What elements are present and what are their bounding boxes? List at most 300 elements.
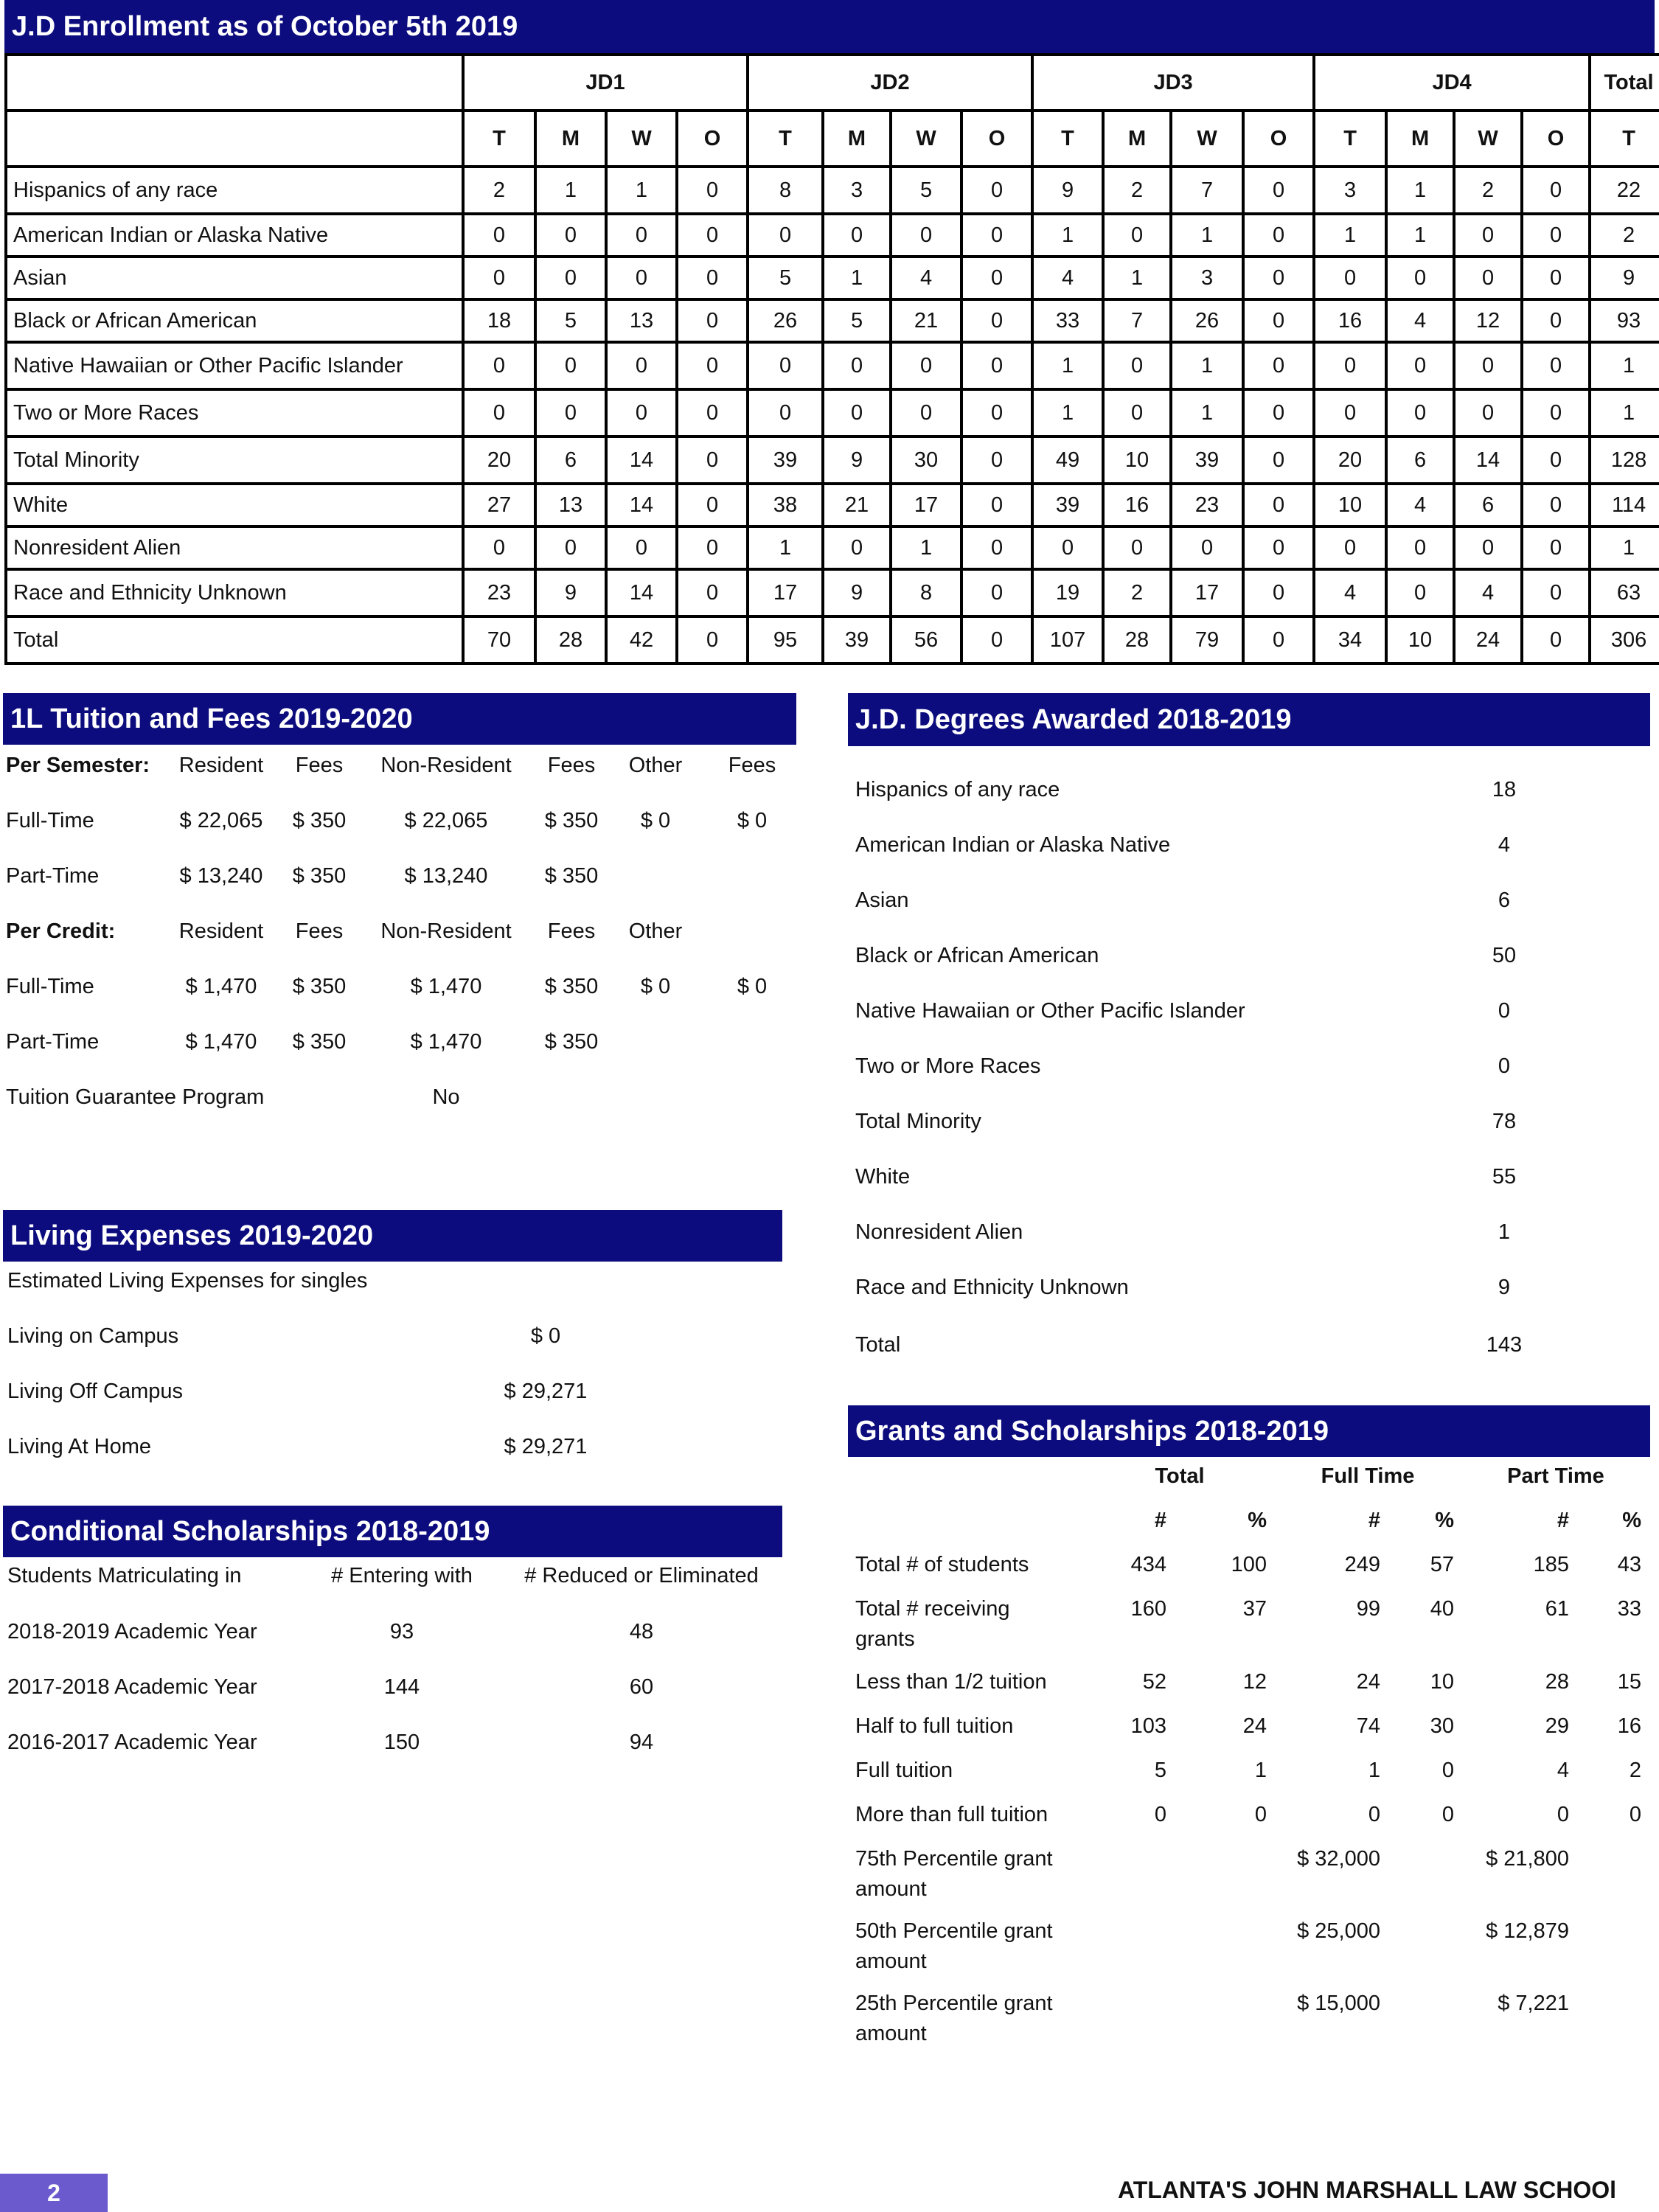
table-cell: 0 [823, 389, 891, 437]
table-cell: 0 [677, 299, 748, 342]
table-cell: 20 [1314, 437, 1386, 484]
grants-value: $ 32,000 [1297, 1847, 1380, 1871]
table-cell: 0 [1243, 342, 1314, 389]
table-row [6, 299, 1659, 342]
table-cell: 1 [748, 526, 823, 569]
table-cell: 0 [748, 389, 823, 437]
tuition-cell: $ 13,240 [179, 864, 263, 888]
table-cell: 0 [891, 389, 961, 437]
table-cell: 9 [1032, 167, 1103, 214]
grants-value: $ 15,000 [1297, 1992, 1380, 2015]
row-label: White [6, 484, 463, 526]
table-cell: 8 [891, 569, 961, 616]
conditional-head: Students Matriculating in [7, 1564, 242, 1587]
table-cell: 4 [1314, 569, 1386, 616]
degrees-value: 78 [1492, 1110, 1517, 1133]
tuition-cell: $ 13,240 [404, 864, 488, 888]
grants-value: 5 [1154, 1759, 1166, 1782]
enrollment-group-header: JD1 [463, 55, 748, 111]
table-cell: 7 [1171, 167, 1243, 214]
degrees-value: 18 [1492, 778, 1517, 801]
tuition-title: 1L Tuition and Fees 2019-2020 [3, 693, 796, 745]
grants-value: $ 25,000 [1297, 1919, 1380, 1943]
table-cell: 0 [1243, 167, 1314, 214]
table-cell: 28 [1103, 616, 1171, 664]
table-row [6, 389, 1659, 437]
tuition-cell: $ 350 [544, 864, 599, 888]
table-cell: 0 [1454, 342, 1522, 389]
grants-group-header: Total [1155, 1464, 1205, 1488]
tuition-cell: $ 1,470 [185, 1030, 257, 1054]
table-cell: 1 [1032, 342, 1103, 389]
grants-label: 25th Percentile grant [855, 1992, 1053, 2015]
degrees-label: American Indian or Alaska Native [855, 833, 1171, 857]
table-cell: 0 [748, 214, 823, 257]
table-cell: 4 [891, 257, 961, 299]
table-cell: 95 [748, 616, 823, 664]
table-cell: 0 [1032, 526, 1103, 569]
table-cell: 4 [1032, 257, 1103, 299]
table-cell: 0 [823, 214, 891, 257]
conditional-value: 60 [629, 1675, 654, 1699]
living-label: Living At Home [7, 1435, 152, 1458]
table-row [6, 257, 1659, 299]
table-cell: 24 [1454, 616, 1522, 664]
degrees-value: 143 [1486, 1333, 1523, 1357]
table-cell: 0 [463, 389, 535, 437]
table-cell: 30 [891, 437, 961, 484]
table-cell: 16 [1314, 299, 1386, 342]
table-cell: 26 [1171, 299, 1243, 342]
tuition-guarantee-value: No [432, 1085, 460, 1109]
tuition-cell: $ 1,470 [410, 975, 482, 998]
tuition-cell: Fees [295, 919, 344, 943]
table-cell: 21 [891, 299, 961, 342]
row-label: Total Minority [6, 437, 463, 484]
grants-title: Grants and Scholarships 2018-2019 [848, 1405, 1650, 1457]
table-cell: 22 [1590, 167, 1659, 214]
table-cell: 0 [1103, 389, 1171, 437]
grants-label-cont: amount [855, 1950, 927, 1973]
tuition-cell: $ 0 [737, 809, 768, 832]
table-cell: 0 [677, 214, 748, 257]
table-cell: 1 [1386, 167, 1454, 214]
living-value: $ 0 [530, 1324, 561, 1348]
table-cell: 0 [677, 569, 748, 616]
grants-value: $ 7,221 [1498, 1992, 1569, 2015]
conditional-label: 2017-2018 Academic Year [7, 1675, 257, 1699]
degrees-label: Black or African American [855, 944, 1099, 967]
table-cell: 0 [1386, 257, 1454, 299]
enrollment-subheader-row [6, 111, 1659, 167]
table-cell: 10 [1386, 616, 1454, 664]
table-cell: 0 [891, 214, 961, 257]
table-cell: 2 [1454, 167, 1522, 214]
grants-value: 100 [1231, 1553, 1267, 1576]
table-cell: 1 [1032, 214, 1103, 257]
table-cell: 33 [1032, 299, 1103, 342]
degrees-value: 50 [1492, 944, 1517, 967]
grants-value: 24 [1242, 1714, 1267, 1738]
grants-label: 50th Percentile grant [855, 1919, 1053, 1943]
grants-value: 0 [1629, 1803, 1641, 1826]
table-cell: 128 [1590, 437, 1659, 484]
table-cell: 1 [1590, 342, 1659, 389]
enrollment-subheader: T [1032, 111, 1103, 167]
table-cell: 23 [463, 569, 535, 616]
table-cell: 9 [823, 569, 891, 616]
row-label: Native Hawaiian or Other Pacific Islander [6, 342, 463, 389]
table-cell: 0 [1386, 569, 1454, 616]
conditional-label: 2018-2019 Academic Year [7, 1620, 257, 1644]
table-cell: 0 [606, 526, 677, 569]
table-cell: 0 [677, 616, 748, 664]
grants-label-cont: amount [855, 1877, 927, 1901]
grants-value: 24 [1356, 1670, 1380, 1694]
table-cell: 0 [535, 214, 606, 257]
grants-value: 0 [1254, 1803, 1267, 1826]
grants-subheader: # [1557, 1509, 1569, 1532]
table-cell: 14 [1454, 437, 1522, 484]
degrees-value: 1 [1498, 1220, 1511, 1244]
table-cell: 0 [961, 389, 1032, 437]
table-cell: 2 [1590, 214, 1659, 257]
conditional-head: # Reduced or Eliminated [524, 1564, 759, 1587]
table-cell: 4 [1386, 484, 1454, 526]
table-cell: 0 [1103, 526, 1171, 569]
table-cell: 9 [823, 437, 891, 484]
table-cell: 1 [606, 167, 677, 214]
table-cell: 0 [1243, 437, 1314, 484]
enrollment-group-header: JD4 [1314, 55, 1590, 111]
table-cell: 3 [1314, 167, 1386, 214]
tuition-cell: Full-Time [6, 975, 94, 998]
tuition-cell: Other [628, 919, 683, 943]
grants-subheader: % [1435, 1509, 1454, 1532]
table-cell: 5 [535, 299, 606, 342]
table-cell: 0 [748, 342, 823, 389]
enrollment-group-header: Total [1590, 55, 1659, 111]
table-cell: 38 [748, 484, 823, 526]
table-cell: 0 [961, 299, 1032, 342]
table-row [6, 484, 1659, 526]
table-cell: 1 [1590, 389, 1659, 437]
tuition-cell: $ 0 [640, 809, 671, 832]
living-value: $ 29,271 [504, 1435, 588, 1458]
tuition-cell: $ 350 [544, 975, 599, 998]
degrees-label: Asian [855, 888, 909, 912]
table-cell: 0 [1243, 569, 1314, 616]
table-cell: 2 [1103, 167, 1171, 214]
table-cell: 0 [535, 342, 606, 389]
table-cell: 26 [748, 299, 823, 342]
tuition-cell: Non-Resident [380, 754, 512, 777]
table-cell: 0 [606, 389, 677, 437]
grants-value: 0 [1557, 1803, 1569, 1826]
degrees-label: Race and Ethnicity Unknown [855, 1276, 1129, 1299]
table-cell: 34 [1314, 616, 1386, 664]
row-label: Black or African American [6, 299, 463, 342]
table-cell: 0 [535, 257, 606, 299]
table-cell: 0 [961, 167, 1032, 214]
table-cell: 10 [1103, 437, 1171, 484]
living-value: $ 29,271 [504, 1380, 588, 1403]
enrollment-subheader: O [1522, 111, 1590, 167]
table-cell: 0 [1103, 342, 1171, 389]
table-cell: 0 [961, 526, 1032, 569]
conditional-value: 150 [383, 1731, 420, 1754]
grants-value: 57 [1430, 1553, 1454, 1576]
tuition-cell: Fees [547, 919, 596, 943]
grants-value: 103 [1130, 1714, 1166, 1738]
table-cell: 0 [1243, 389, 1314, 437]
enrollment-subheader: M [1103, 111, 1171, 167]
table-cell: 0 [1522, 342, 1590, 389]
conditional-head: # Entering with [331, 1564, 473, 1587]
grants-value: 99 [1356, 1597, 1380, 1621]
degrees-title: J.D. Degrees Awarded 2018-2019 [848, 693, 1650, 746]
row-label: American Indian or Alaska Native [6, 214, 463, 257]
table-cell: 6 [535, 437, 606, 484]
grants-subheader: % [1248, 1509, 1267, 1532]
row-label: Asian [6, 257, 463, 299]
table-cell: 4 [1386, 299, 1454, 342]
grants-value: 1 [1368, 1759, 1380, 1782]
table-cell: 14 [606, 484, 677, 526]
table-cell: 39 [748, 437, 823, 484]
tuition-cell: $ 22,065 [404, 809, 488, 832]
school-name: ATLANTA'S JOHN MARSHALL LAW SCHOOl [1117, 2177, 1616, 2203]
table-cell: 21 [823, 484, 891, 526]
row-label: Total [6, 616, 463, 664]
table-cell: 39 [1032, 484, 1103, 526]
tuition-cell: $ 22,065 [179, 809, 263, 832]
table-row [6, 569, 1659, 616]
degrees-value: 9 [1498, 1276, 1511, 1299]
degrees-value: 55 [1492, 1165, 1517, 1189]
table-cell: 0 [1243, 484, 1314, 526]
grants-value: 2 [1629, 1759, 1641, 1782]
table-cell: 9 [1590, 257, 1659, 299]
enrollment-subheader: O [677, 111, 748, 167]
grants-value: 43 [1617, 1553, 1641, 1576]
enrollment-subheader: M [535, 111, 606, 167]
grants-value: 12 [1242, 1670, 1267, 1694]
table-cell: 0 [535, 389, 606, 437]
table-cell: 0 [823, 342, 891, 389]
table-cell: 1 [1386, 214, 1454, 257]
table-cell: 17 [1171, 569, 1243, 616]
table-cell: 114 [1590, 484, 1659, 526]
table-cell: 17 [891, 484, 961, 526]
table-row [6, 214, 1659, 257]
enrollment-subheader: W [1171, 111, 1243, 167]
table-cell: 0 [1314, 389, 1386, 437]
table-cell: 0 [463, 257, 535, 299]
tuition-cell: $ 350 [292, 864, 347, 888]
table-cell: 0 [677, 257, 748, 299]
table-row [6, 437, 1659, 484]
grants-label: More than full tuition [855, 1803, 1048, 1826]
conditional-value: 94 [629, 1731, 654, 1754]
conditional-value: 144 [383, 1675, 420, 1699]
tuition-cell: Resident [178, 754, 264, 777]
enrollment-group-header: JD3 [1032, 55, 1314, 111]
degrees-label: Total Minority [855, 1110, 981, 1133]
table-cell: 39 [823, 616, 891, 664]
grants-value: 40 [1430, 1597, 1454, 1621]
table-cell: 0 [1454, 389, 1522, 437]
table-cell: 0 [961, 437, 1032, 484]
enrollment-subheader: T [1314, 111, 1386, 167]
degrees-label: Nonresident Alien [855, 1220, 1023, 1244]
tuition-cell: Per Credit: [6, 919, 116, 943]
table-cell: 0 [1522, 167, 1590, 214]
table-cell: 0 [1386, 389, 1454, 437]
enrollment-group-header: JD2 [748, 55, 1032, 111]
tuition-cell: Fees [728, 754, 776, 777]
tuition-guarantee-label: Tuition Guarantee Program [6, 1085, 265, 1109]
tuition-cell: $ 350 [292, 1030, 347, 1054]
grants-value: 15 [1617, 1670, 1641, 1694]
degrees-value: 0 [1498, 1054, 1511, 1078]
row-label: Hispanics of any race [6, 167, 463, 214]
tuition-cell: Per Semester: [6, 754, 150, 777]
tuition-cell: $ 1,470 [185, 975, 257, 998]
table-cell: 0 [677, 484, 748, 526]
table-cell: 0 [1522, 214, 1590, 257]
degrees-value: 6 [1498, 888, 1511, 912]
grants-label-cont: amount [855, 2022, 927, 2045]
enrollment-subheader: O [1243, 111, 1314, 167]
grants-label: Full tuition [855, 1759, 953, 1782]
table-cell: 3 [823, 167, 891, 214]
table-cell: 4 [1454, 569, 1522, 616]
table-cell: 107 [1032, 616, 1103, 664]
table-cell: 0 [1454, 214, 1522, 257]
grants-value: 28 [1545, 1670, 1569, 1694]
table-cell: 39 [1171, 437, 1243, 484]
table-cell: 1 [1314, 214, 1386, 257]
grants-value: 0 [1441, 1803, 1454, 1826]
tuition-cell: Part-Time [6, 864, 100, 888]
table-cell: 0 [677, 389, 748, 437]
table-cell: 1 [1590, 526, 1659, 569]
enrollment-group-header-row [6, 55, 1659, 111]
table-cell: 6 [1386, 437, 1454, 484]
table-cell: 0 [1314, 257, 1386, 299]
degrees-label: Total [855, 1333, 901, 1357]
degrees-label: Two or More Races [855, 1054, 1041, 1078]
enrollment-subheader-blank [6, 111, 463, 167]
degrees-label: Native Hawaiian or Other Pacific Islander [855, 999, 1245, 1023]
table-cell: 63 [1590, 569, 1659, 616]
table-cell: 0 [1522, 299, 1590, 342]
table-cell: 5 [891, 167, 961, 214]
table-cell: 7 [1103, 299, 1171, 342]
living-label: Living on Campus [7, 1324, 179, 1348]
table-cell: 0 [535, 526, 606, 569]
page-number: 2 [0, 2174, 108, 2212]
table-cell: 10 [1314, 484, 1386, 526]
table-cell: 0 [1522, 389, 1590, 437]
grants-value: 61 [1545, 1597, 1569, 1621]
grants-label-cont: grants [855, 1627, 915, 1651]
conditional-label: 2016-2017 Academic Year [7, 1731, 257, 1754]
table-cell: 1 [1103, 257, 1171, 299]
degrees-value: 0 [1498, 999, 1511, 1023]
enrollment-table [4, 53, 1659, 665]
table-cell: 23 [1171, 484, 1243, 526]
table-cell: 0 [1454, 257, 1522, 299]
table-cell: 0 [1522, 484, 1590, 526]
grants-value: 10 [1430, 1670, 1454, 1694]
table-row [6, 167, 1659, 214]
grants-group-header: Part Time [1507, 1464, 1604, 1488]
table-cell: 18 [463, 299, 535, 342]
grants-value: $ 21,800 [1486, 1847, 1569, 1871]
table-cell: 0 [823, 526, 891, 569]
tuition-cell: $ 1,470 [410, 1030, 482, 1054]
grants-value: 0 [1368, 1803, 1380, 1826]
table-cell: 0 [1103, 214, 1171, 257]
table-cell: 19 [1032, 569, 1103, 616]
row-label: Race and Ethnicity Unknown [6, 569, 463, 616]
conditional-value: 48 [629, 1620, 654, 1644]
table-cell: 6 [1454, 484, 1522, 526]
table-cell: 0 [1314, 526, 1386, 569]
table-cell: 93 [1590, 299, 1659, 342]
table-cell: 14 [606, 569, 677, 616]
grants-value: $ 12,879 [1486, 1919, 1569, 1943]
degrees-value: 4 [1498, 833, 1511, 857]
grants-subheader: # [1368, 1509, 1380, 1532]
table-cell: 0 [1454, 526, 1522, 569]
table-cell: 17 [748, 569, 823, 616]
table-cell: 1 [535, 167, 606, 214]
table-cell: 1 [823, 257, 891, 299]
enrollment-subheader: T [463, 111, 535, 167]
table-cell: 49 [1032, 437, 1103, 484]
enrollment-subheader: M [823, 111, 891, 167]
table-cell: 0 [1314, 342, 1386, 389]
living-title: Living Expenses 2019-2020 [3, 1210, 782, 1262]
table-cell: 2 [463, 167, 535, 214]
table-cell: 0 [1243, 257, 1314, 299]
tuition-cell: $ 350 [292, 975, 347, 998]
grants-value: 160 [1130, 1597, 1166, 1621]
tuition-cell: $ 350 [292, 809, 347, 832]
table-cell: 12 [1454, 299, 1522, 342]
table-cell: 27 [463, 484, 535, 526]
grants-value: 52 [1142, 1670, 1166, 1694]
table-cell: 0 [961, 257, 1032, 299]
table-row [6, 342, 1659, 389]
table-cell: 13 [535, 484, 606, 526]
table-cell: 0 [1243, 526, 1314, 569]
table-cell: 0 [891, 342, 961, 389]
enrollment-subheader: W [1454, 111, 1522, 167]
table-cell: 3 [1171, 257, 1243, 299]
table-cell: 0 [677, 167, 748, 214]
table-cell: 0 [463, 214, 535, 257]
grants-value: 0 [1154, 1803, 1166, 1826]
table-cell: 1 [891, 526, 961, 569]
table-cell: 5 [823, 299, 891, 342]
table-cell: 0 [1171, 526, 1243, 569]
living-label: Living Off Campus [7, 1380, 184, 1403]
table-cell: 1 [1171, 342, 1243, 389]
